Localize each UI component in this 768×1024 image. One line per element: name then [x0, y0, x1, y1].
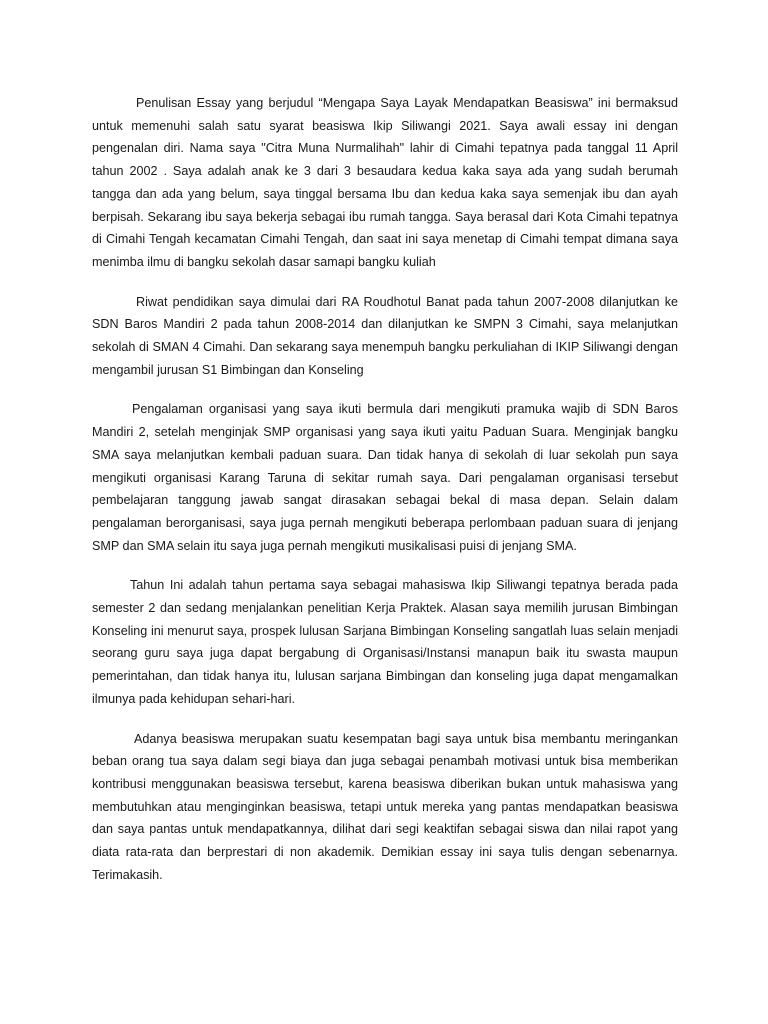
paragraph-organization-experience: Pengalaman organisasi yang saya ikuti bermula dari mengikuti pramuka wajib di SDN Baros Mandiri 2, setelah menginjak SMP organisasi yang saya ikuti yaitu Paduan Suara. Menginjak bangku SMA saya melanjutkan kembali paduan suara. Dan tidak hanya di sekolah di luar sekolah pun saya mengikuti organisasi Karang Taruna di sekitar rumah saya. Dari pengalaman organisasi tersebut pembelajaran tanggung jawab sangat dirasakan sebagai bekal di masa depan. Selain dalam pengalaman berorganisasi, saya juga pernah mengikuti beberapa perlombaan paduan suara di jenjang SMP dan SMA selain itu saya juga pernah mengikuti musikalisasi puisi di jenjang SMA. — [92, 402, 678, 553]
paragraph-study-reason: Tahun Ini adalah tahun pertama saya sebagai mahasiswa Ikip Siliwangi tepatnya berada pada semester 2 dan sedang menjalankan penelitian Kerja Praktek. Alasan saya memilih jurusan Bimbingan Konseling ini menurut saya, prospek lulusan Sarjana Bimbingan Konseling sangatlah luas selain menjadi seorang guru saya juga dapat bergabung di Organisasi/Instansi manapun baik itu swasta maupun pemerintahan, dan tidak hanya itu, lulusan sarjana Bimbingan dan konseling juga dapat mengamalkan ilmunya pada kehidupan sehari-hari. — [92, 578, 678, 706]
paragraph-education-history: Riwat pendidikan saya dimulai dari RA Roudhotul Banat pada tahun 2007-2008 dilanjutkan ke SDN Baros Mandiri 2 pada tahun 2008-2014 dan dilanjutkan ke SMPN 3 Cimahi, saya melanjutkan sekolah di SMAN 4 Cimahi. Dan sekarang saya menempuh bangku perkuliahan di IKIP Siliwangi dengan mengambil jurusan S1 Bimbingan dan Konseling — [92, 294, 678, 377]
paragraph-scholarship-closing: Adanya beasiswa merupakan suatu kesempatan bagi saya untuk bisa membantu meringankan beban orang tua saya dalam segi biaya dan juga sebagai penambah motivasi untuk bisa memberikan kontribusi menggunakan beasiswa tersebut, karena beasiswa diberikan bukan untuk mahasiswa yang membutuhkan atau menginginkan beasiswa, tetapi untuk mereka yang pantas mendapatkan beasiswa dan saya pantas untuk mendapatkannya, dilihat dari segi keaktifan sebagai siswa dan nilai rapot yang diata rata-rata dan berprestari di non akademik. Demikian essay ini saya tulis dengan sebenarnya. Terimakasih. — [92, 731, 678, 882]
essay-page — [92, 92, 678, 904]
paragraph-introduction: Penulisan Essay yang berjudul “Mengapa Saya Layak Mendapatkan Beasiswa” ini bermaksud untuk memenuhi salah satu syarat beasiswa Ikip Siliwangi 2021. Saya awali essay ini dengan pengenalan diri. Nama saya "Citra Muna Nurmalihah" lahir di Cimahi tepatnya pada tanggal 11 April tahun 2002 . Saya adalah anak ke 3 dari 3 besaudara kedua kaka saya ada yang sudah berumah tangga dan ada yang belum, saya tinggal bersama Ibu dan kedua kaka saya semenjak ibu dan ayah berpisah. Sekarang ibu saya bekerja sebagai ibu rumah tangga. Saya berasal dari Kota Cimahi tepatnya di Cimahi Tengah kecamatan Cimahi Tengah, dan saat ini saya menetap di Cimahi tempat dimana saya menimba ilmu di bangku sekolah dasar samapi bangku kuliah — [92, 96, 678, 269]
